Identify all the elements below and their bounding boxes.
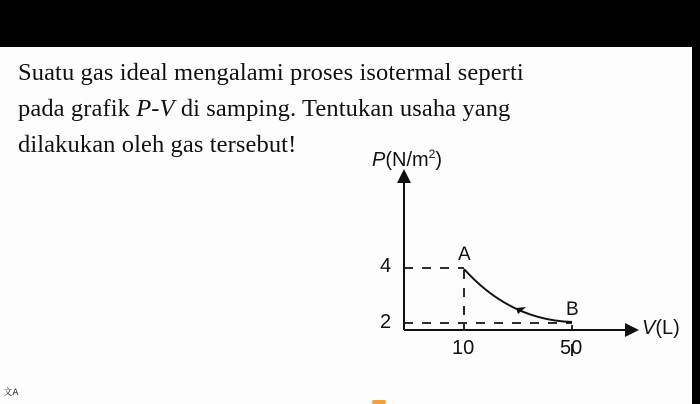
pv-graph [340,120,700,357]
question-line-2 [18,95,510,123]
translate-icon[interactable]: 文A [2,385,20,401]
question-line-2-end: di samping. Tentukan usaha yang [174,95,511,122]
y-tick-2: 2 [380,311,392,333]
x-tick-10: 10 [452,337,475,357]
right-black-edge [692,47,700,404]
question-line-1: Suatu gas ideal mengalami proses isotermal seperti [18,59,524,86]
scroll-indicator [372,400,386,404]
point-label-a: A [458,244,471,265]
question-line-3: dilakukan oleh gas tersebut! [18,131,297,158]
isotherm-curve [464,269,572,322]
top-black-bar [0,0,700,47]
x-tick-50: 50 [560,337,583,357]
x-axis-label: V(L) [642,317,680,339]
y-axis-label: $P(N/m^2)$ [372,147,443,171]
pv-variable: P-V [136,95,175,122]
question-line-2-start: pada grafik [18,95,137,122]
point-label-b: B [566,299,579,320]
y-tick-4: 4 [380,255,392,277]
